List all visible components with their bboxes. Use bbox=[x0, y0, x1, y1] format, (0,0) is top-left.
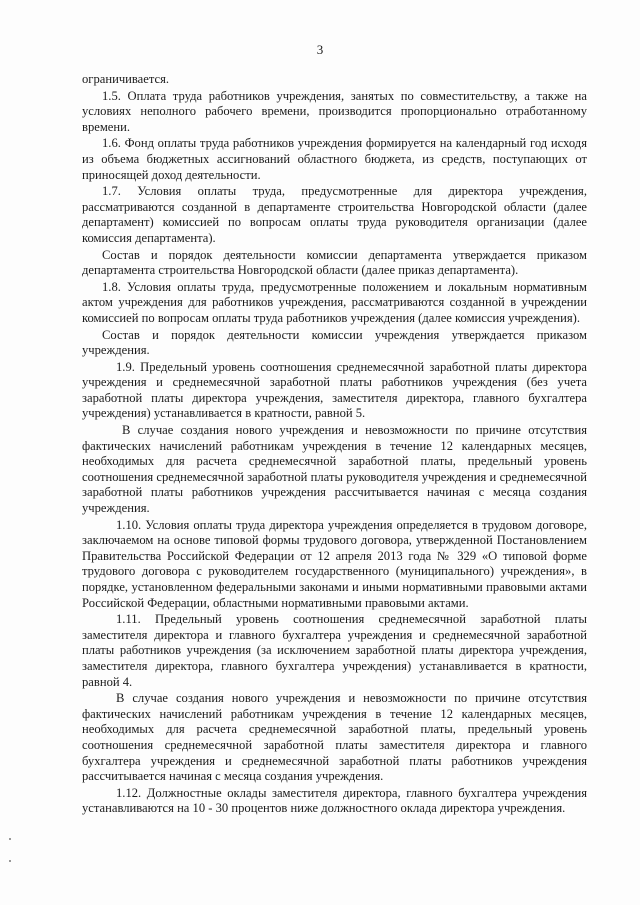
paragraph-1-10: 1.10. Условия оплаты труда директора учреждения определяется в трудовом договоре, заключаемом на основе типовой формы трудового договора, утвержденной Постановлением Правительства Российской Федерации от 12 апреля 2013 года № 329 «О типовой форме трудового договора с руководителем государственного (муниципального) учреждения», в порядке, установленном федеральными законами и иными нормативными правовыми актами Российской Федерации, областными нормативными правовыми актами. bbox=[82, 517, 587, 610]
paragraph-1-5: 1.5. Оплата труда работников учреждения, занятых по совместительству, а также на условиях неполного рабочего времени, производится пропорционально отработанному времени. bbox=[82, 88, 587, 134]
paragraph-continuation: ограничивается. bbox=[82, 72, 170, 86]
page-number: 3 bbox=[316, 42, 324, 57]
paragraph-1-12: 1.12. Должностные оклады заместителя директора, главного бухгалтера учреждения устанавливаются на 10 - 30 процентов ниже должностного оклада директора учреждения. bbox=[82, 785, 587, 816]
paragraph-1-7-composition: Состав и порядок деятельности комиссии департамента утверждается приказом департамента строительства Новгородской области (далее приказ департамента). bbox=[82, 247, 587, 278]
paragraph-1-11: 1.11. Предельный уровень соотношения среднемесячной заработной платы заместителя директора и главного бухгалтера учреждения и среднемесячной заработной платы работников учреждения (за исключением заработной платы директора учреждения, заместителя директора, главного бухгалтера учреждения) устанавливается в кратности, равной 4. bbox=[82, 612, 587, 689]
paragraph-1-9-new-institution: В случае создания нового учреждения и невозможности по причине отсутствия фактических начислений работникам учреждения в течение 12 календарных месяцев, необходимых для расчета среднемесячной заработной платы, предельный уровень соотношения среднемесячной заработной платы руководителя учреждения и среднемесячной заработной платы работников учреждения рассчитывается начиная с месяца создания учреждения. bbox=[82, 423, 587, 516]
paragraph-1-9: 1.9. Предельный уровень соотношения среднемесячной заработной платы директора учреждения и среднемесячной заработной платы работников учреждения (без учета заработной платы директора учреждения, заместителя директора, главного бухгалтера учреждения) устанавливается в кратности, равной 5. bbox=[82, 359, 587, 421]
scan-speck bbox=[9, 860, 11, 862]
paragraph-1-8-composition: Состав и порядок деятельности комиссии учреждения утверждается приказом учреждения. bbox=[82, 327, 587, 358]
paragraph-1-6: 1.6. Фонд оплаты труда работников учреждения формируется на календарный год исходя из объема бюджетных ассигнований областного бюджета, из средств, поступающих от приносящей доход деятельности. bbox=[82, 136, 587, 182]
paragraph-1-7: 1.7. Условия оплаты труда, предусмотренные для директора учреждения, рассматриваются созданной в департаменте строительства Новгородской области (далее департамент) комиссией по вопросам оплаты труда руководителя организации (далее комиссия департамента). bbox=[82, 184, 587, 245]
document-body bbox=[82, 72, 587, 817]
paragraph-1-8: 1.8. Условия оплаты труда, предусмотренные положением и локальным нормативным актом учреждения для работников учреждения, рассматриваются созданной в учреждении комиссией по вопросам оплаты труда работников учреждения (далее комиссия учреждения). bbox=[82, 279, 587, 325]
paragraph-1-11-new-institution: В случае создания нового учреждения и невозможности по причине отсутствия фактических начислений работникам учреждения в течение 12 календарных месяцев, необходимых для расчета среднемесячной заработной платы, предельный уровень соотношения среднемесячной заработной платы заместителя директора и главного бухгалтера учреждения и среднемесячной заработной платы работников учреждения рассчитывается начиная с месяца создания учреждения. bbox=[82, 691, 587, 784]
scan-speck bbox=[9, 838, 11, 840]
